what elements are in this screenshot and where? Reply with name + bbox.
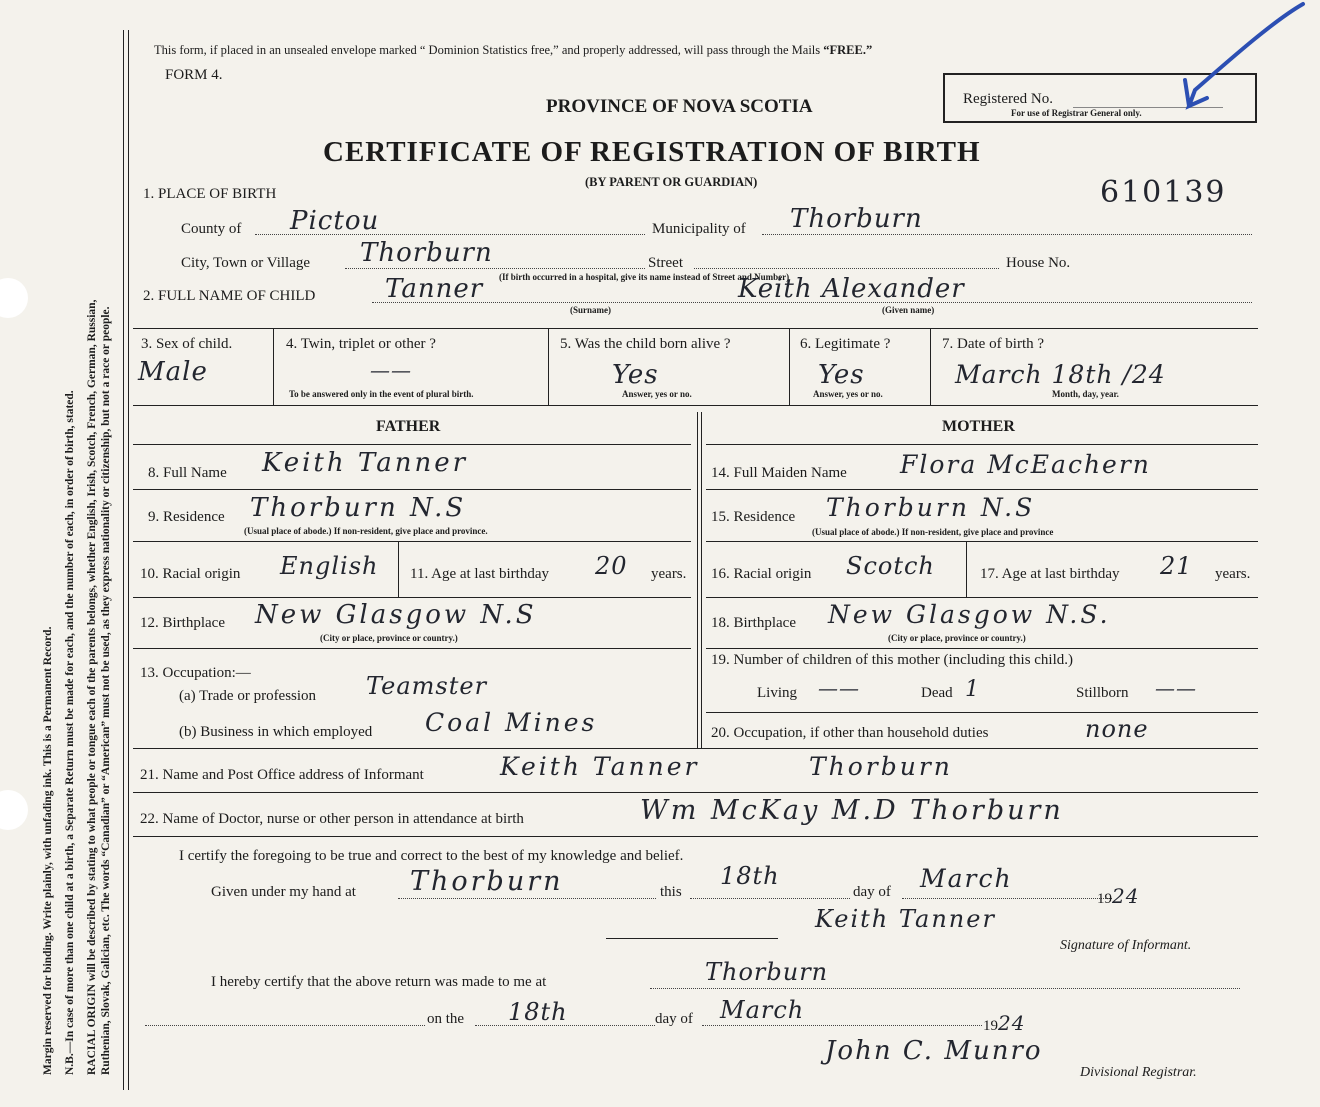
registrar-day-label: day of [655,1011,693,1027]
mother-race-label: 16. Racial origin [711,566,812,582]
father-age-years: years. [651,566,687,582]
informant-value: Keith Tanner Thorburn [500,752,953,781]
living-label: Living [757,685,797,701]
stamp-number: 610139 [1100,175,1227,210]
mother-birthplace-value: New Glasgow N.S. [828,600,1111,629]
registrar-text: I hereby certify that the above return was made to me at [211,974,547,990]
racial-note-1: RACIAL ORIGIN will be described by stating to what people or tongue each of the parents belongs, whether English, Irish, Scotch, French, German, Russian, [86,299,98,1075]
registrar-day-value: 18th [508,998,568,1026]
binder-hole [0,278,28,318]
father-race-label: 10. Racial origin [140,566,241,582]
surname-value: Tanner [385,274,484,304]
this-label: this [660,884,682,900]
informant-signature: Keith Tanner [815,905,996,933]
city-label: City, Town or Village [181,255,311,271]
trade-label: (a) Trade or profession [179,688,317,704]
mother-heading: MOTHER [942,418,1015,435]
certify-month-value: March [920,864,1013,893]
birth-date-value: March 18th /24 [955,360,1166,389]
stillborn-label: Stillborn [1076,685,1129,701]
registrar-place-value: Thorburn [705,958,829,986]
certify-day-label: day of [853,884,891,900]
legitimate-label: 6. Legitimate ? [800,336,891,352]
legitimate-value: Yes [818,360,865,390]
city-value: Thorburn [360,238,493,268]
father-age-value: 20 [595,552,628,580]
legitimate-note: Answer, yes or no. [813,389,883,399]
informant-signature-label: Signature of Informant. [1060,938,1192,953]
certify-text: I certify the foregoing to be true and correct to the best of my knowledge and belief. [179,848,684,864]
page-subtitle: (BY PARENT OR GUARDIAN) [585,175,758,189]
dead-value: 1 [965,677,980,702]
municipality-value: Thorburn [790,204,923,234]
registrar-on-label: on the [427,1011,465,1027]
business-value: Coal Mines [425,708,598,737]
doctor-value: Wm McKay M.D Thorburn [640,795,1064,826]
county-value: Pictou [290,206,380,236]
doctor-label: 22. Name of Doctor, nurse or other person in attendance at birth [140,811,524,827]
mother-birthplace-label: 18. Birthplace [711,615,796,631]
hospital-note: (If birth occurred in a hospital, give its name instead of Street and Number) [499,272,790,282]
twin-label: 4. Twin, triplet or other ? [286,336,436,352]
given-label: Given under my hand at [211,884,356,900]
registrar-note: For use of Registrar General only. [1011,108,1142,118]
page-title: CERTIFICATE OF REGISTRATION OF BIRTH [323,136,981,168]
place-heading: 1. PLACE OF BIRTH [143,186,277,202]
alive-value: Yes [612,360,659,390]
blue-check-mark [1175,0,1305,110]
house-label: House No. [1006,255,1071,271]
surname-note: (Surname) [570,305,611,315]
living-value: —— [818,676,860,700]
registrar-year: 1924 [983,1011,1026,1035]
father-race-value: English [280,552,379,580]
margin-rule [123,30,124,1090]
alive-note: Answer, yes or no. [622,389,692,399]
margin-rule [128,30,129,1090]
mother-occupation-value: none [1085,715,1149,743]
form-number: FORM 4. [165,67,223,83]
registrar-signature-label: Divisional Registrar. [1080,1065,1197,1080]
father-birthplace-value: New Glasgow N.S [255,600,537,630]
certify-day-value: 18th [720,862,780,890]
father-birthplace-label: 12. Birthplace [140,615,225,631]
mother-race-value: Scotch [846,552,935,580]
mother-occupation-label: 20. Occupation, if other than household duties [711,725,989,741]
father-age-label: 11. Age at last birthday [410,566,549,582]
father-birthplace-note: (City or place, province or country.) [320,633,458,643]
father-name-value: Keith Tanner [262,448,469,478]
mother-age-label: 17. Age at last birthday [980,566,1120,582]
mother-name-value: Flora McEachern [900,450,1151,479]
margin-note: Margin reserved for binding. Write plainly, with unfading ink. This is a Permanent Record. [42,626,54,1075]
mother-residence-value: Thorburn N.S [826,493,1036,522]
province-heading: PROVINCE OF NOVA SCOTIA [546,96,813,117]
registrar-month-value: March [720,996,805,1024]
given-name-note: (Given name) [882,305,935,315]
nb-note: N.B.—In case of more than one child at a birth, a Separate Return must be made for each, and the number of each, in order of birth, stated. [64,390,76,1075]
mother-age-years: years. [1215,566,1251,582]
birth-date-note: Month, day, year. [1052,389,1119,399]
twin-note: To be answered only in the event of plural birth. [289,389,474,399]
informant-label: 21. Name and Post Office address of Informant [140,767,424,783]
father-occupation-label: 13. Occupation:— [140,665,251,681]
father-heading: FATHER [376,418,441,435]
racial-note-2: Ruthenian, Slovak, Galician, etc. The words “Canadian” or “American” must not be used, as they express nationality or citizenship, but not a race or people. [100,306,112,1075]
binder-hole [0,790,28,830]
mother-residence-note: (Usual place of abode.) If non-resident, give place and province [812,527,1054,537]
children-count-label: 19. Number of children of this mother (including this child.) [711,652,1074,668]
mail-note: This form, if placed in an unsealed envelope marked “ Dominion Statistics free,” and properly addressed, will pass through the Mails “FREE.” [154,43,873,57]
registrar-signature: John C. Munro [825,1036,1043,1066]
father-residence-value: Thorburn N.S [250,493,467,523]
stillborn-value: —— [1155,676,1197,700]
twin-value: —— [370,358,412,382]
business-label: (b) Business in which employed [179,724,373,740]
given-place-value: Thorburn [410,866,564,897]
registered-label: Registered No. [963,91,1053,107]
trade-value: Teamster [366,672,488,700]
child-name-label: 2. FULL NAME OF CHILD [143,288,316,304]
certify-year: 1924 [1097,884,1140,908]
father-name-label: 8. Full Name [148,465,227,481]
sex-label: 3. Sex of child. [141,336,233,352]
alive-label: 5. Was the child born alive ? [560,336,731,352]
sex-value: Male [138,357,208,387]
given-name-value: Keith Alexander [738,274,965,304]
mother-age-value: 21 [1160,552,1193,580]
dead-label: Dead [921,685,953,701]
father-residence-label: 9. Residence [148,509,225,525]
mother-name-label: 14. Full Maiden Name [711,465,847,481]
municipality-label: Municipality of [652,221,746,237]
mother-birthplace-note: (City or place, province or country.) [888,633,1026,643]
street-label: Street [648,255,683,271]
father-residence-note: (Usual place of abode.) If non-resident, give place and province. [244,526,488,536]
county-label: County of [181,221,242,237]
birth-date-label: 7. Date of birth ? [942,336,1045,352]
mother-residence-label: 15. Residence [711,509,796,525]
